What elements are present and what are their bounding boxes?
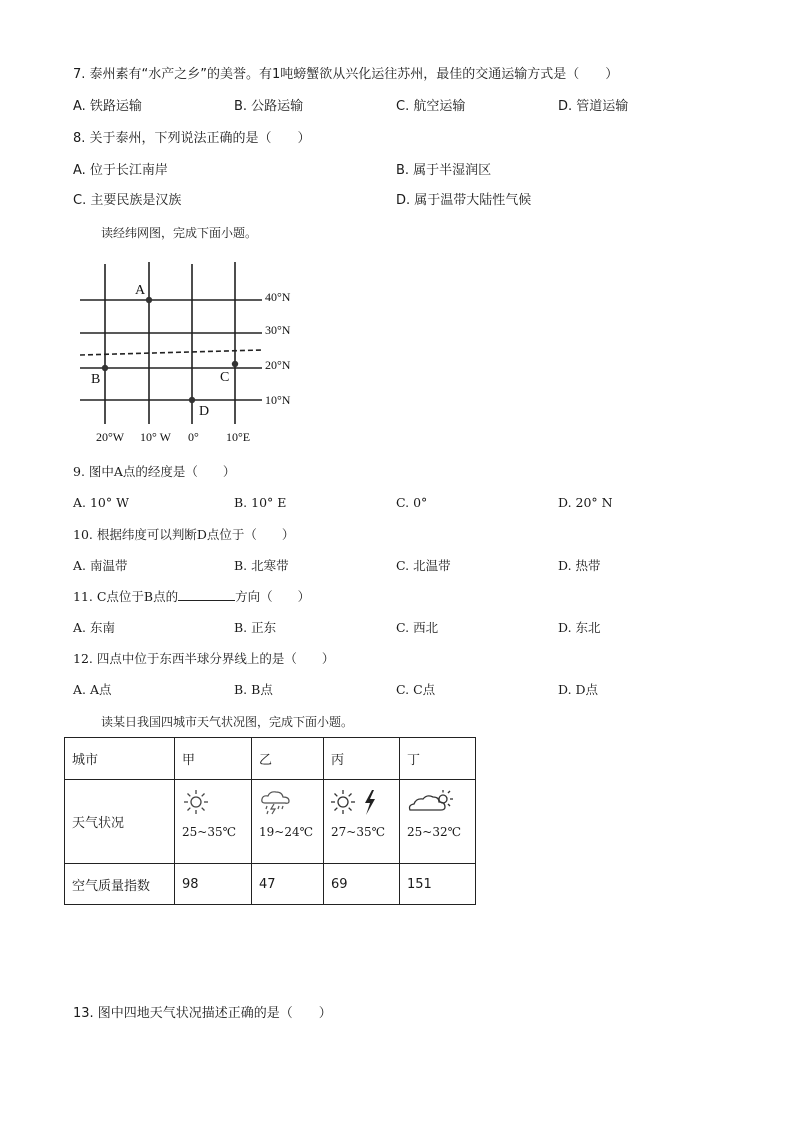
question-13-stem: 13. 图中四地天气状况描述正确的是（ ） <box>73 1006 332 1021</box>
lat-label-40n: 40°N <box>265 290 291 304</box>
question-10-option-c[interactable]: C. 北温带 <box>396 558 451 573</box>
question-12-stem: 12. 四点中位于东西半球分界线上的是（ ） <box>73 651 335 666</box>
question-10-option-a[interactable]: A. 南温带 <box>73 558 128 573</box>
row-header-city: 城市 <box>65 738 175 780</box>
city-jia: 甲 <box>175 738 252 780</box>
question-12-option-c[interactable]: C. C点 <box>396 682 436 697</box>
point-c-label: C <box>220 370 230 385</box>
question-8-stem: 8. 关于泰州，下列说法正确的是（ ） <box>73 131 311 146</box>
row-header-aqi: 空气质量指数 <box>65 864 175 905</box>
map-intro-text: 读经纬网图，完成下面小题。 <box>101 226 258 240</box>
question-9-option-d[interactable]: D. 20° N <box>558 495 613 510</box>
cloudy-sunny-icon <box>407 788 457 816</box>
point-c-marker <box>232 361 238 367</box>
point-a-marker <box>146 297 152 303</box>
weather-cell-jia <box>175 780 252 864</box>
lat-long-grid-figure <box>78 260 310 448</box>
question-9-option-b[interactable]: B. 10° E <box>234 495 287 510</box>
temp-jia: 25~35℃ <box>182 825 237 839</box>
lon-label-20w: 20°W <box>96 430 125 444</box>
point-d-label: D <box>199 404 210 419</box>
question-12-option-b[interactable]: B. B点 <box>234 682 273 697</box>
sunny-icon <box>182 788 212 816</box>
question-12-option-a[interactable]: A. A点 <box>73 682 112 697</box>
question-11-option-d[interactable]: D. 东北 <box>558 620 601 635</box>
aqi-bing: 69 <box>324 864 400 905</box>
answer-blank[interactable] <box>178 588 235 601</box>
question-7-option-b[interactable]: B. 公路运输 <box>234 99 304 114</box>
lon-label-0: 0° <box>188 430 199 444</box>
table-row-aqi <box>65 864 476 905</box>
point-b-marker <box>102 365 108 371</box>
row-header-weather: 天气状况 <box>65 780 175 864</box>
question-8-option-b[interactable]: B. 属于半湿润区 <box>396 163 492 178</box>
question-10-stem: 10. 根据纬度可以判断D点位于（ ） <box>73 527 295 542</box>
lon-label-10w: 10° W <box>140 430 171 444</box>
city-ding: 丁 <box>400 738 476 780</box>
weather-intro-text: 读某日我国四城市天气状况图，完成下面小题。 <box>101 715 354 729</box>
question-11-option-c[interactable]: C. 西北 <box>396 620 439 635</box>
thunder-rain-icon <box>259 788 293 816</box>
question-10-option-b[interactable]: B. 北寒带 <box>234 558 289 573</box>
aqi-yi: 47 <box>252 864 324 905</box>
temp-yi: 19~24℃ <box>259 825 314 839</box>
weather-cell-ding <box>400 780 476 864</box>
point-b-label: B <box>91 372 101 387</box>
question-12-option-d[interactable]: D. D点 <box>558 682 599 697</box>
aqi-jia: 98 <box>175 864 252 905</box>
lat-label-30n: 30°N <box>265 323 291 337</box>
question-11-stem <box>73 588 310 606</box>
lat-label-10n: 10°N <box>265 393 291 407</box>
table-row-city <box>65 738 476 780</box>
weather-cell-yi <box>252 780 324 864</box>
city-bing: 丙 <box>324 738 400 780</box>
lon-label-10e: 10°E <box>226 430 251 444</box>
lat-label-20n: 20°N <box>265 358 291 372</box>
sunny-thunder-icon <box>331 788 381 816</box>
question-7-option-d[interactable]: D. 管道运输 <box>558 99 629 114</box>
question-11-option-b[interactable]: B. 正东 <box>234 620 277 635</box>
weather-cell-bing <box>324 780 400 864</box>
point-d-marker <box>189 397 195 403</box>
question-8-option-d[interactable]: D. 属于温带大陆性气候 <box>396 193 532 208</box>
question-9-option-c[interactable]: C. 0° <box>396 495 428 510</box>
weather-table <box>64 737 476 905</box>
question-8-option-c[interactable]: C. 主要民族是汉族 <box>73 193 182 208</box>
city-yi: 乙 <box>252 738 324 780</box>
question-11-stem-end: 方向（ ） <box>235 589 311 604</box>
question-7-option-c[interactable]: C. 航空运输 <box>396 99 466 114</box>
question-7-option-a[interactable]: A. 铁路运输 <box>73 99 142 114</box>
aqi-ding: 151 <box>400 864 476 905</box>
table-row-weather <box>65 780 476 864</box>
question-11-option-a[interactable]: A. 东南 <box>73 620 115 635</box>
question-9-option-a[interactable]: A. 10° W <box>73 495 129 510</box>
question-10-option-d[interactable]: D. 热带 <box>558 558 601 573</box>
question-7-stem: 7. 泰州素有“水产之乡”的美誉。有1吨螃蟹欲从兴化运往苏州，最佳的交通运输方式是（ ） <box>73 67 619 82</box>
question-9-stem: 9. 图中A点的经度是（ ） <box>73 464 236 479</box>
question-8-option-a[interactable]: A. 位于长江南岸 <box>73 163 168 178</box>
temp-ding: 25~32℃ <box>407 825 462 839</box>
point-a-label: A <box>135 283 146 298</box>
temp-bing: 27~35℃ <box>331 825 386 839</box>
question-11-stem-start: 11. C点位于B点的 <box>73 589 179 604</box>
